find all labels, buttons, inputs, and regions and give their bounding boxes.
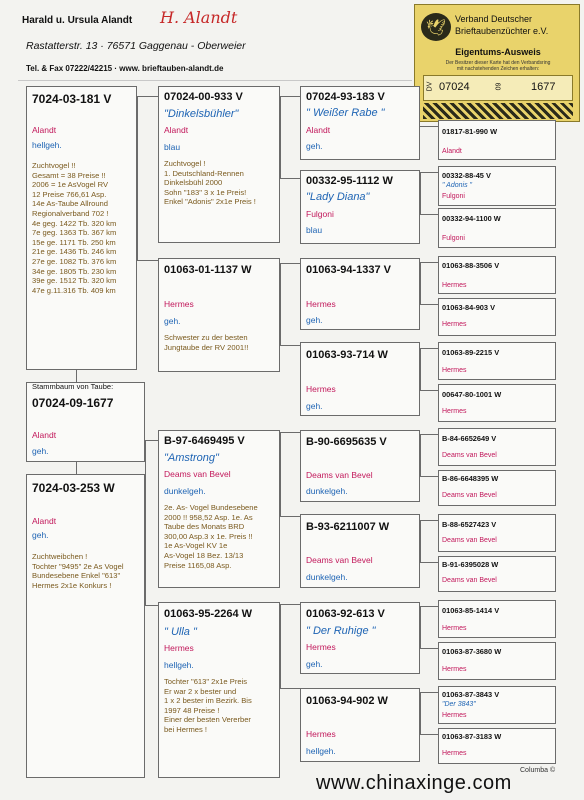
gen4-ring: B-86-6648395 W [442, 474, 499, 483]
gen3-color: hellgeh. [306, 746, 336, 756]
gen3-color: dunkelgeh. [306, 486, 348, 496]
gen4-owner: Hermes [442, 408, 467, 415]
gen4-owner: Alandt [442, 148, 462, 155]
connector [420, 126, 438, 127]
gen3-owner: Hermes [306, 642, 336, 652]
gen3-name: "Lady Diana" [306, 191, 370, 203]
connector [280, 96, 300, 97]
connector [420, 562, 438, 563]
gen4-card [438, 514, 556, 552]
gen4-name: " Adonis " [442, 182, 473, 189]
gen3-ring: 01063-92-613 V [306, 608, 385, 620]
connector [280, 432, 300, 433]
gen4-owner: Hermes [442, 282, 467, 289]
certificate-title: Eigentums-Ausweis [455, 47, 541, 57]
gen3-name: " Weißer Rabe " [306, 107, 385, 119]
father-owner: Alandt [32, 125, 57, 135]
gen3-color: geh. [306, 659, 323, 669]
gen4-ring: 00332-88-45 V [442, 171, 491, 180]
gen3-owner: Alandt [306, 125, 331, 135]
pigeon-ring: 07024-09-1677 [32, 396, 114, 410]
gen3-color: geh. [306, 141, 323, 151]
gen3-owner: Fulgoni [306, 209, 334, 219]
gen4-card [438, 556, 556, 592]
gen3-owner: Hermes [306, 384, 336, 394]
gen4-name: "Der 3843" [442, 701, 476, 708]
gen4-owner: Hermes [442, 666, 467, 673]
sire-dam-notes: Schwester zu der besten Jungtaube der RV 2001!! [164, 333, 249, 352]
connector [280, 96, 281, 179]
father-notes: Zuchtvogel !! Gesamt = 38 Preise !! 2006 = 1e AsVogel RV 12 Preise 766,61 Asp. 14e As-Taube Allround Regionalverband 702 ! 4e geg. 1422 Tb. 320 km 7e geg. 1363 Tb. 367 km 15e ge. 1171 Tb. 250 km 21e ge. 1436 Tb. 246 km 27e ge. 1082 Tb. 376 km 34e ge. 1805 Tb. 230 km 39e ge. 1512 Tb. 320 km 47e g.11.316 Tb. 409 km [32, 161, 117, 295]
gen3-owner: Deams van Bevel [306, 555, 373, 565]
sire-sire-card [158, 86, 280, 243]
sire-dam-card [158, 258, 280, 372]
father-card [26, 86, 137, 370]
connector [420, 348, 438, 349]
gen3-ring: 01063-93-714 W [306, 349, 388, 361]
sire-sire-name: "Dinkelsbühler" [164, 108, 239, 120]
dam-sire-color: dunkelgeh. [164, 486, 206, 496]
connector [420, 692, 438, 693]
gen3-card [300, 170, 420, 244]
gen3-ring: 00332-95-1112 W [306, 175, 393, 187]
certificate-dv: DV [426, 81, 434, 92]
gen4-ring: 00647-80-1001 W [442, 390, 502, 399]
gen4-card [438, 728, 556, 764]
gen3-card [300, 514, 420, 588]
connector [137, 96, 158, 97]
gen4-ring: 01063-85-1414 V [442, 606, 500, 615]
gen4-owner: Hermes [442, 712, 467, 719]
connector [420, 262, 438, 263]
gen3-ring: B-93-6211007 W [306, 521, 390, 533]
certificate-pattern [423, 103, 573, 119]
gen4-ring: B-88-6527423 V [442, 520, 497, 529]
gen3-card [300, 430, 420, 502]
breeder-address: Rastatterstr. 13 · 76571 Gaggenau - Oberweier [26, 40, 246, 52]
gen4-ring: 01817-81-990 W [442, 127, 498, 136]
gen3-ring: 01063-94-1337 V [306, 264, 392, 276]
connector [145, 440, 146, 606]
connector [76, 370, 77, 382]
connector [280, 263, 281, 346]
dam-dam-color: hellgeh. [164, 660, 194, 670]
connector [420, 172, 438, 173]
gen3-ring: 01063-94-902 W [306, 695, 388, 707]
certificate-club: 07024 [439, 81, 470, 93]
connector [420, 434, 438, 435]
mother-notes: Zuchtweibchen ! Tochter "9495" 2e As Vogel Bundesebene Enkel "613" Hermes 2x1e Konkurs ! [32, 552, 124, 590]
breeder-names: Harald u. Ursula Alandt [22, 15, 133, 26]
dam-dam-name: " Ulla " [164, 626, 197, 638]
connector [420, 214, 438, 215]
gen3-ring: 07024-93-183 V [306, 91, 385, 103]
connector [280, 345, 300, 346]
gen3-owner: Hermes [306, 299, 336, 309]
sire-sire-color: blau [164, 142, 181, 152]
sire-sire-ring: 07024-00-933 V [164, 91, 243, 103]
dam-dam-card [158, 602, 280, 778]
connector [420, 434, 421, 477]
ownership-certificate [414, 4, 580, 122]
connector [280, 604, 281, 689]
header-rule [18, 80, 412, 81]
gen3-color: dunkelgeh. [306, 572, 348, 582]
gen3-card [300, 86, 420, 160]
mother-owner: Alandt [32, 516, 57, 526]
connector [420, 172, 421, 215]
connector [137, 96, 138, 261]
connector [420, 304, 438, 305]
gen4-ring: B-84-6652649 V [442, 434, 497, 443]
connector [420, 520, 421, 563]
gen4-ring: 01063-87-3680 W [442, 647, 502, 656]
gen4-ring: 01063-84-903 V [442, 303, 496, 312]
connector [145, 440, 158, 441]
gen4-owner: Hermes [442, 367, 467, 374]
certificate-ring: 1677 [531, 81, 556, 93]
gen3-name: " Der Ruhige " [306, 625, 376, 637]
connector [280, 432, 281, 517]
mother-color: geh. [32, 530, 49, 540]
certificate-year: 09 [495, 82, 503, 91]
gen4-owner: Hermes [442, 750, 467, 757]
connector [145, 605, 158, 606]
gen3-card [300, 342, 420, 416]
website-watermark: www.chinaxinge.com [316, 772, 512, 794]
dove-icon: 🕊 [426, 18, 447, 37]
connector [420, 648, 438, 649]
sire-sire-owner: Alandt [164, 125, 189, 135]
gen4-owner: Fulgoni [442, 235, 465, 242]
gen4-ring: B-91-6395028 W [442, 560, 499, 569]
father-color: hellgeh. [32, 140, 62, 150]
certificate-small-2: mit nachstehenden Zeichen erhalten: [456, 66, 540, 72]
gen4-owner: Deams van Bevel [442, 452, 497, 459]
gen3-color: blau [306, 225, 323, 235]
connector [420, 262, 421, 305]
dam-sire-notes: 2e. As- Vogel Bundesebene 2000 !! 958,52 Asp. 1e. As Taube des Monats BRD 300,00 Asp.3 x 1e. Preis !! 1e As-Vogel KV 1e As-Vogel 18 Bez. 13/13 Preise 1165,08 Asp. [164, 503, 258, 570]
breeder-contact: Tel. & Fax 07222/42215 · www. brieftauben-alandt.de [26, 64, 224, 73]
connector [420, 390, 438, 391]
gen4-card [438, 342, 556, 380]
dam-dam-ring: 01063-95-2264 W [164, 608, 253, 620]
gen4-card [438, 256, 556, 294]
dam-dam-owner: Hermes [164, 643, 194, 653]
signature: H. Alandt [160, 8, 238, 27]
gen3-card [300, 688, 420, 762]
gen4-owner: Hermes [442, 321, 467, 328]
gen4-card [438, 166, 556, 206]
gen3-card [300, 258, 420, 330]
connector [280, 178, 300, 179]
connector [420, 734, 438, 735]
gen4-card [438, 428, 556, 466]
connector [280, 263, 300, 264]
gen3-color: geh. [306, 401, 323, 411]
gen4-ring: 01063-87-3843 V [442, 690, 500, 699]
dam-sire-owner: Deams van Bevel [164, 469, 231, 479]
certificate-org-1: Verband Deutscher [455, 14, 533, 24]
connector [76, 462, 77, 474]
certificate-org-2: Brieftaubenzüchter e.V. [455, 26, 549, 36]
gen4-card [438, 120, 556, 160]
connector [420, 692, 421, 735]
connector [280, 516, 300, 517]
dam-sire-name: "Amstrong" [164, 452, 219, 464]
pedigree-label: Stammbaum von Taube: [32, 382, 114, 391]
gen3-card [300, 602, 420, 674]
gen3-color: geh. [306, 315, 323, 325]
connector [420, 520, 438, 521]
gen4-card [438, 384, 556, 422]
mother-card [26, 474, 145, 778]
connector [420, 348, 421, 391]
connector [280, 688, 300, 689]
connector [420, 606, 421, 649]
gen4-ring: 00332-94-1100 W [442, 214, 501, 223]
sire-sire-notes: Zuchtvogel ! 1. Deutschland-Rennen Dinkelsbühl 2000 Sohn "183" 3 x 1e Preis! Enkel "Adonis" 2x1e Preis ! [164, 159, 256, 207]
connector [420, 476, 438, 477]
gen4-card [438, 686, 556, 724]
pigeon-color: geh. [32, 446, 49, 456]
pigeon-card [26, 382, 145, 462]
sire-dam-owner: Hermes [164, 299, 194, 309]
gen3-owner: Hermes [306, 729, 336, 739]
connector [137, 260, 158, 261]
software-credit: Columba © [520, 767, 556, 774]
pigeon-owner: Alandt [32, 430, 57, 440]
gen4-card [438, 600, 556, 638]
gen4-ring: 01063-89-2215 V [442, 348, 500, 357]
gen3-ring: B-90-6695635 V [306, 436, 387, 448]
gen4-card [438, 298, 556, 336]
dam-dam-notes: Tochter "613" 2x1e Preis Er war 2 x bester und 1 x 2 bester im Bezirk. Bis 1997 48 Preise ! Einer der besten Vererber bei Hermes ! [164, 677, 252, 734]
father-ring: 7024-03-181 V [32, 92, 112, 106]
gen4-card [438, 642, 556, 680]
gen4-ring: 01063-88-3506 V [442, 261, 500, 270]
sire-dam-color: geh. [164, 316, 181, 326]
sire-dam-ring: 01063-01-1137 W [164, 264, 252, 276]
gen4-owner: Deams van Bevel [442, 537, 497, 544]
certificate-small-1: Der Besitzer dieser Karte hat den Verbandsring [445, 60, 551, 66]
connector [280, 604, 300, 605]
dam-sire-card [158, 430, 280, 588]
gen4-owner: Deams van Bevel [442, 577, 497, 584]
dam-sire-ring: B-97-6469495 V [164, 435, 245, 447]
gen3-owner: Deams van Bevel [306, 470, 373, 480]
gen4-ring: 01063-87-3183 W [442, 732, 502, 741]
connector [420, 606, 438, 607]
gen4-owner: Deams van Bevel [442, 492, 497, 499]
gen4-owner: Fulgoni [442, 193, 465, 200]
gen4-card [438, 208, 556, 248]
gen4-card [438, 470, 556, 506]
gen4-owner: Hermes [442, 625, 467, 632]
mother-ring: 7024-03-253 W [32, 481, 115, 495]
